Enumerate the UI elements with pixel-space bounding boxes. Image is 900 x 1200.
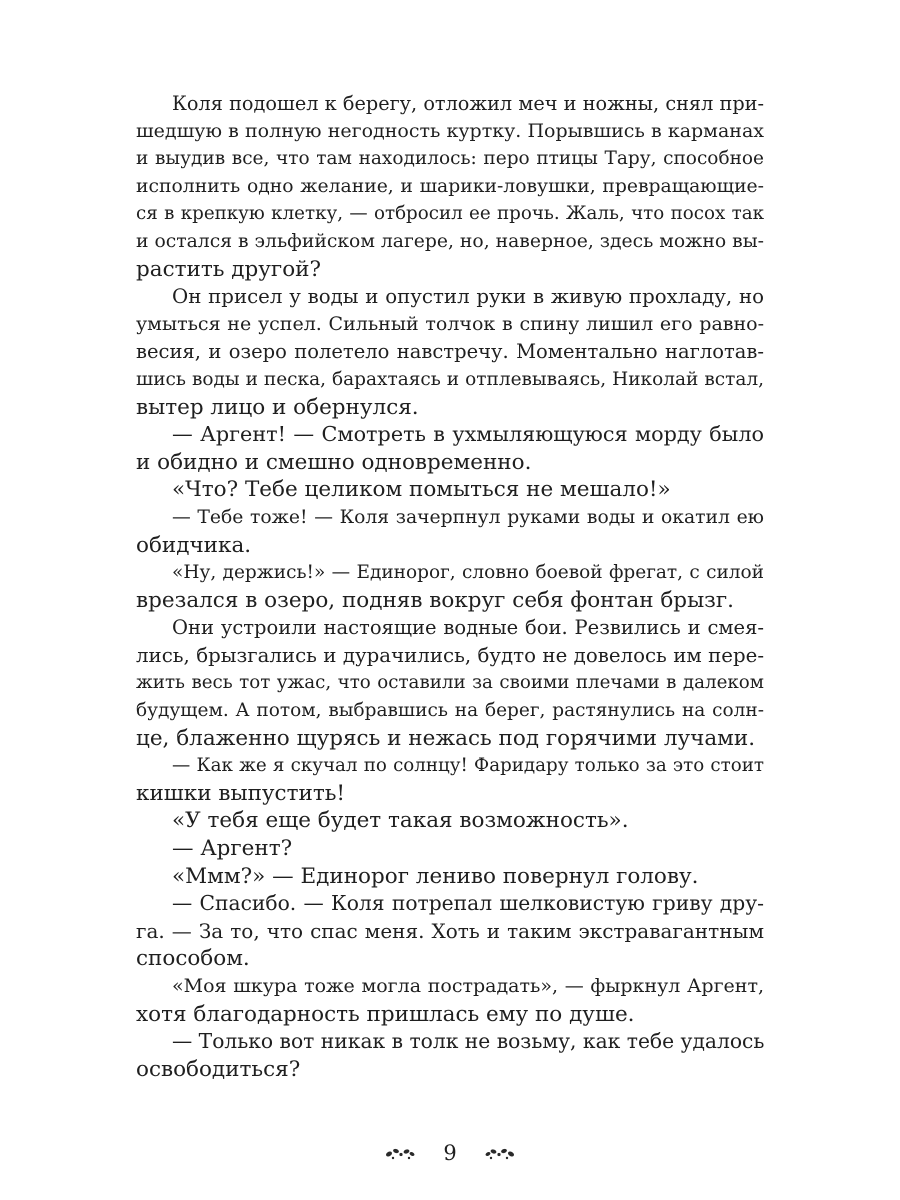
page-footer [0,1138,900,1168]
text-line: и остался в эльфийском лагере, но, наверное, здесь можно вы- [136,230,764,252]
text-line: врезался в озеро, подняв вокруг себя фонтан брызг. [136,587,735,613]
text-line: шись воды и песка, барахтаясь и отплевываясь, Николай встал, [136,368,764,390]
text-line: — Аргент! — Смотреть в ухмыляющуюся морду было [172,422,764,447]
text-line: растить другой? [136,256,321,282]
text-line: хотя благодарность пришлась ему по душе. [136,1001,635,1027]
text-line: лись, брызгались и дурачились, будто не довелось им пере- [136,643,764,667]
text-line: «У тебя еще будет такая возможность». [172,808,629,834]
left-ornament-icon [385,1145,415,1161]
text-line: — Как же я скучал по солнцу! Фаридару только за это стоит [172,755,764,777]
text-line: «Моя шкура тоже могла пострадать», — фыркнул Аргент, [172,975,764,997]
text-line: — Только вот никак в толк не возьму, как тебе удалось [172,1029,765,1054]
text-line: — Спасибо. — Коля потрепал шелковистую гриву дру- [172,891,764,916]
text-line: и обидно и смешно одновременно. [136,449,532,475]
text-line: «Ммм?» — Единорог лениво повернул голову. [172,863,699,889]
text-line: обидчика. [136,532,252,558]
text-line: ся в крепкую клетку, — отбросил ее прочь. Жаль, что посох так [136,203,764,225]
text-line: и выудив все, что там находилось: перо птицы Тару, способное [136,148,764,170]
book-page-text [136,90,764,1083]
text-line: — Тебе тоже! — Коля зачерпнул руками воды и окатил ею [172,506,764,528]
text-line: будущем. А потом, выбравшись на берег, растянулись на солн- [136,700,764,722]
text-line: «Что? Тебе целиком помыться не мешало!» [172,477,671,503]
right-ornament-icon [485,1145,515,1161]
text-line: це, блаженно щурясь и нежась под горячими лучами. [136,725,756,751]
page-number: 9 [443,1141,457,1165]
text-line: Коля подошел к берегу, отложил меч и ножны, снял при- [172,92,764,115]
text-line: жить весь тот ужас, что оставили за своими плечами в далеком [136,672,764,694]
text-line: умыться не успел. Сильный толчок в спину лишил его равно- [136,312,764,335]
text-line: способом. [136,946,250,972]
text-line: «Ну, держись!» — Единорог, словно боевой фрегат, с силой [172,562,764,584]
text-line: освободиться? [136,1056,301,1082]
text-line: Он присел у воды и опустил руки в живую прохладу, но [172,285,764,309]
text-line: га. — За то, что спас меня. Хоть и таким экстравагантным [136,918,764,943]
text-line: Они устроили настоящие водные бои. Резвились и смея- [172,616,764,640]
text-line: вытер лицо и обернулся. [136,394,419,420]
text-line: шедшую в полную негодность куртку. Порывшись в карманах [136,119,764,142]
text-line: — Аргент? [172,836,293,862]
text-line: кишки выпустить! [136,780,346,806]
text-line: исполнить одно желание, и шарики-ловушки, превращающие- [136,175,764,197]
text-line: весия, и озеро полетело навстречу. Моментально наглотав- [136,340,764,364]
